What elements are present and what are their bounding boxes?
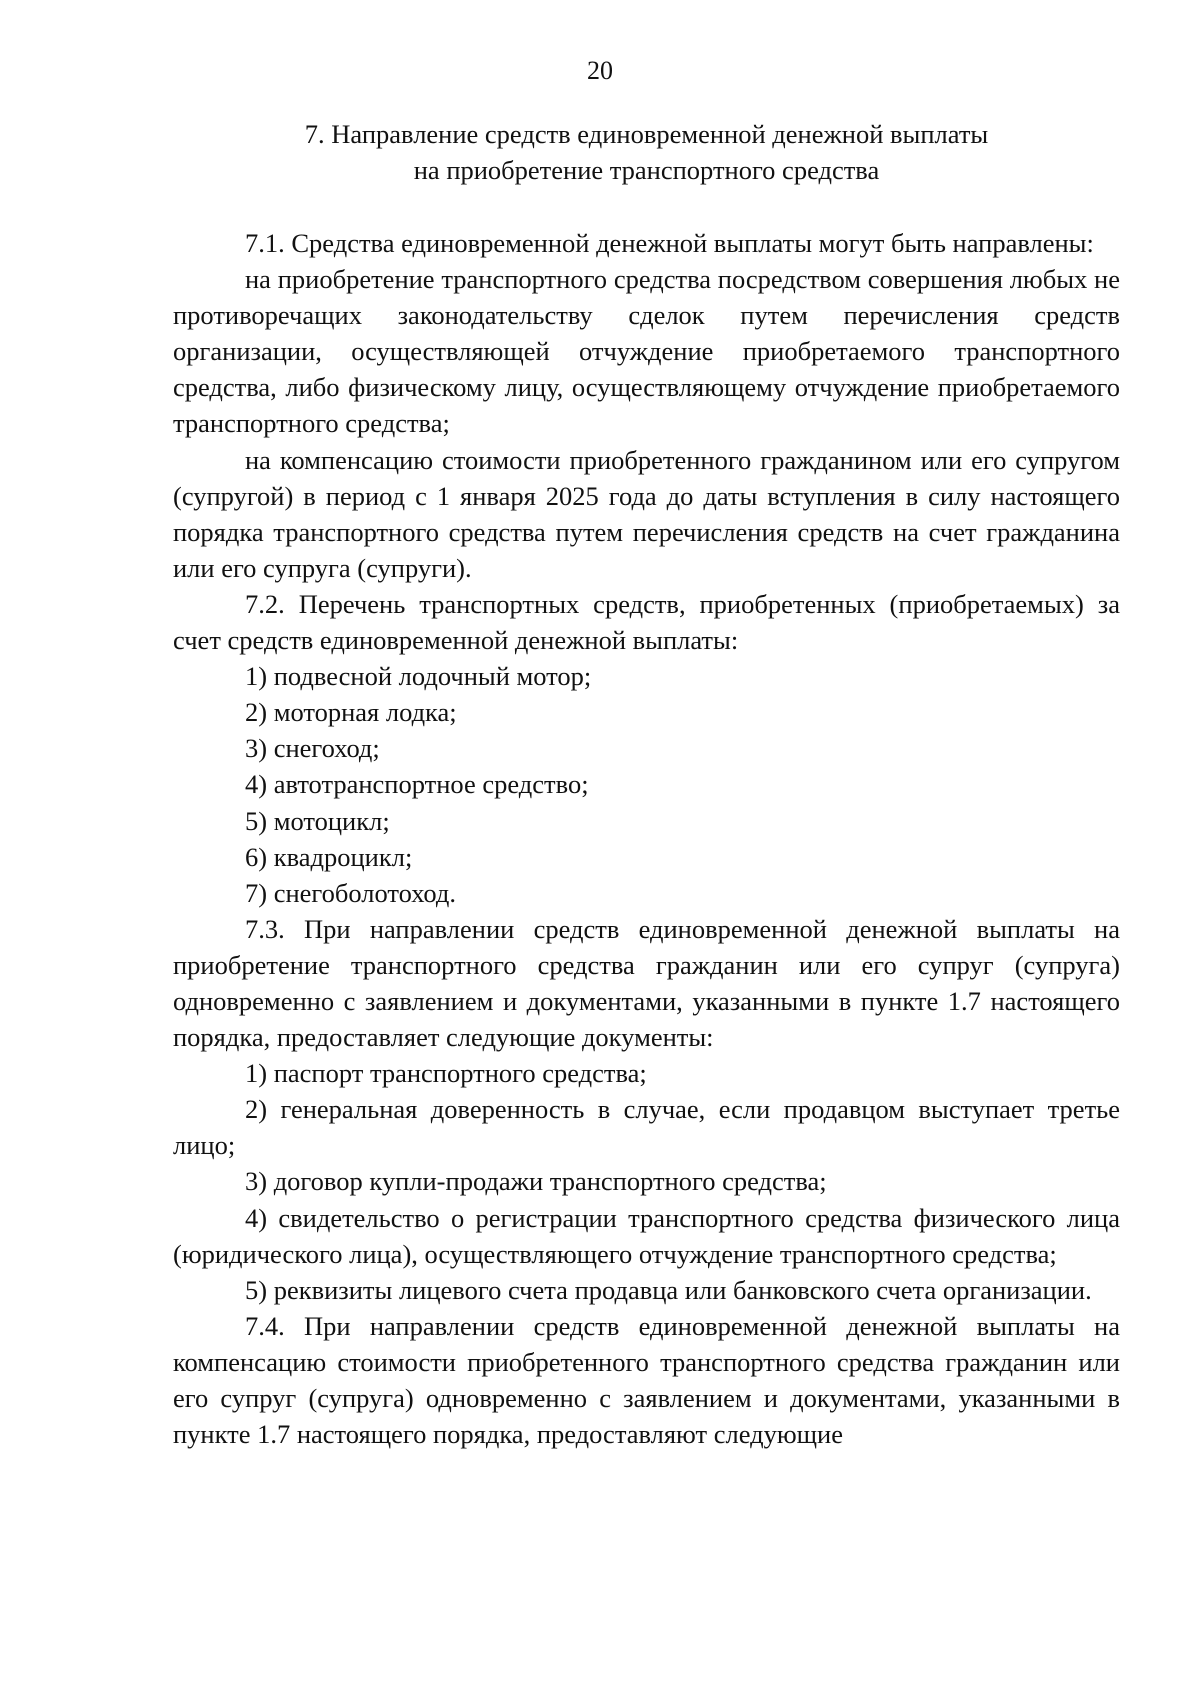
section-heading	[173, 116, 1120, 188]
page-number: 20	[587, 56, 613, 85]
list-item: 1) паспорт транспортного средства;	[245, 1058, 647, 1089]
paragraph-7-4: 7.4. При направлении средств единовременной денежной выплаты на компенсацию стоимости приобретенного транспортного средства гражданин или его супруг (супруга) одновременно с заявлением и документами, указанными в пункте 1.7 настоящего порядка, предоставляют следующие	[173, 1310, 1120, 1450]
document-body	[173, 225, 1120, 1452]
paragraph-7-1: 7.1. Средства единовременной денежной выплаты могут быть направлены:	[245, 228, 1094, 258]
list-item: 5) мотоцикл;	[245, 805, 390, 836]
list-item: 1) подвесной лодочный мотор;	[245, 661, 592, 692]
paragraph-7-2: 7.2. Перечень транспортных средств, приобретенных (приобретаемых) за счет средств единовременной денежной выплаты:	[173, 588, 1120, 656]
list-item: 5) реквизиты лицевого счета продавца или банковского счета организации.	[245, 1274, 1092, 1305]
list-item: 2) моторная лодка;	[245, 697, 457, 728]
list-item: 6) квадроцикл;	[245, 841, 413, 872]
paragraph-7-3: 7.3. При направлении средств единовременной денежной выплаты на приобретение транспортного средства гражданин или его супруг (супруга) одновременно с заявлением и документами, указанными в пункте 1.7 настоящего порядка, предоставляет следующие документы:	[173, 913, 1120, 1053]
paragraph-purchase: на приобретение транспортного средства посредством совершения любых не противоречащих законодательству сделок путем перечисления средств организации, осуществляющей отчуждение приобретаемого транспортного средства, либо физическому лицу, осуществляющему отчуждение приобретаемого транспортного средства;	[173, 264, 1120, 439]
section-title-line-2: на приобретение транспортного средства	[413, 155, 880, 185]
list-item: 4) свидетельство о регистрации транспортного средства физического лица (юридического лица), осуществляющего отчуждение транспортного средства;	[173, 1202, 1120, 1269]
paragraph-compensation: на компенсацию стоимости приобретенного гражданином или его супругом (супругой) в период с 1 января 2025 года до даты вступления в силу настоящего порядка транспортного средства путем перечисления средств на счет гражданина или его супруга (супруги).	[173, 444, 1120, 583]
section-title-line-1: 7. Направление средств единовременной денежной выплаты	[304, 119, 989, 149]
list-item: 3) договор купли-продажи транспортного средства;	[245, 1166, 827, 1197]
list-item: 3) снегоход;	[245, 733, 380, 764]
list-item: 2) генеральная доверенность в случае, если продавцом выступает третье лицо;	[173, 1094, 1120, 1161]
list-item: 7) снегоболотоход.	[245, 877, 457, 908]
list-item: 4) автотранспортное средство;	[245, 769, 589, 800]
